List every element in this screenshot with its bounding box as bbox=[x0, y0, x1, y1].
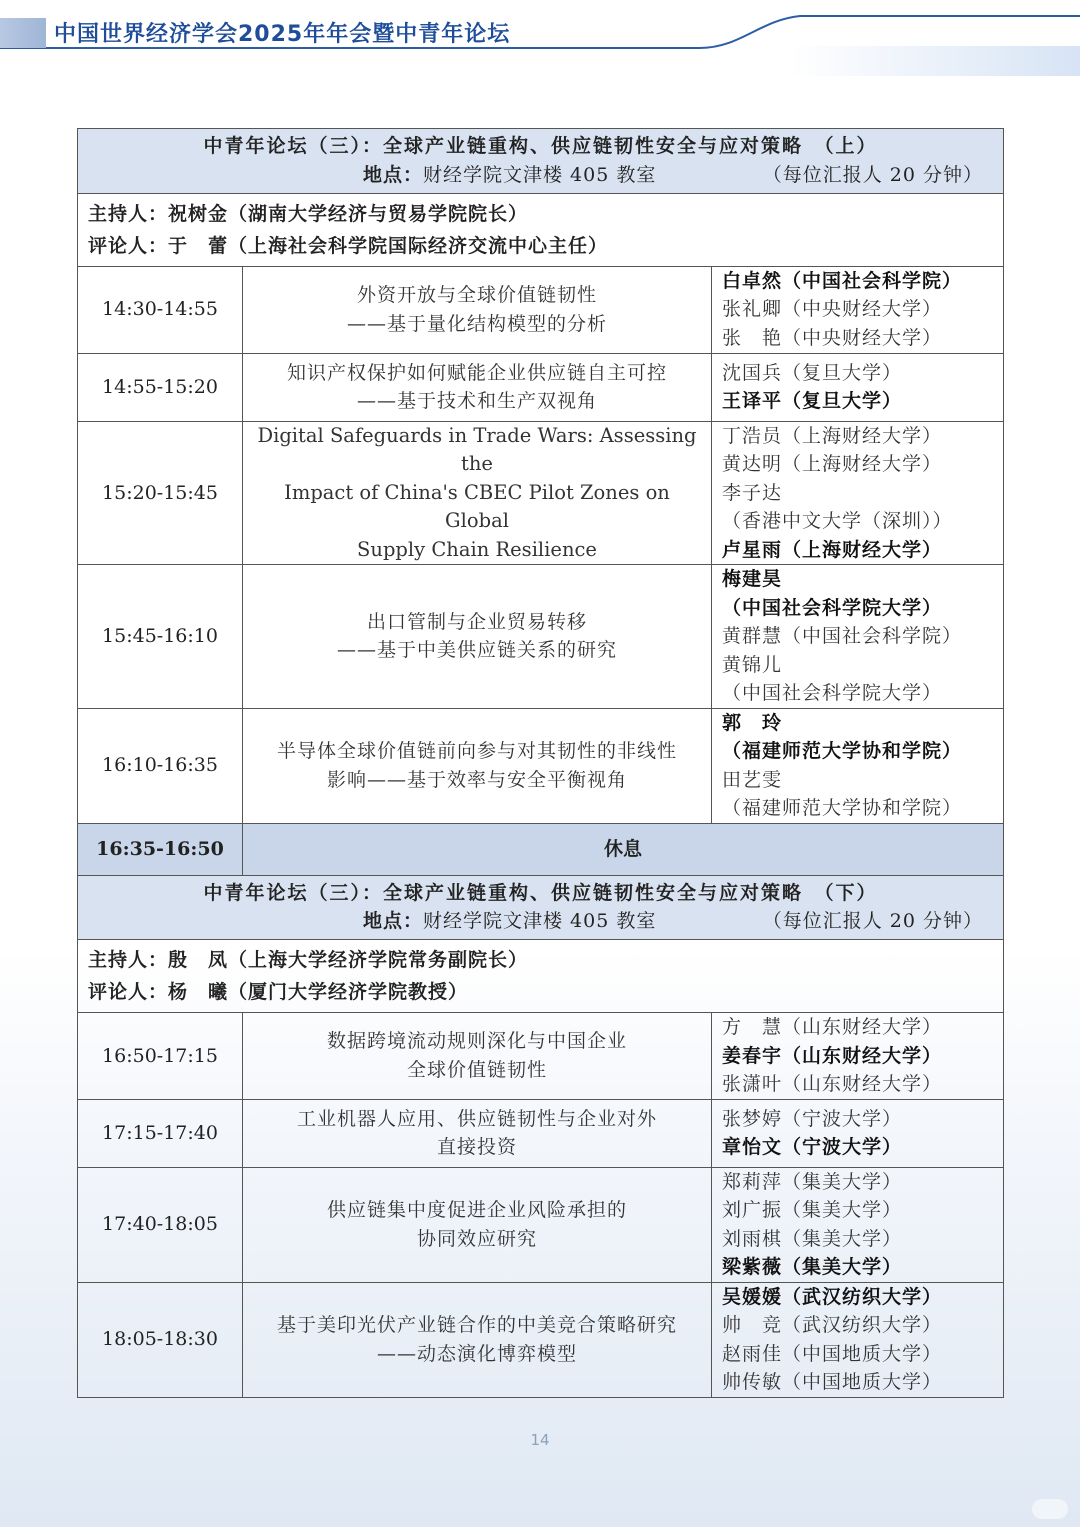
presentation-row bbox=[78, 353, 1004, 421]
author-affiliation: （宁波大学） bbox=[782, 1136, 903, 1158]
author-line bbox=[722, 422, 993, 451]
session-hosts-row bbox=[78, 193, 1004, 266]
author-affiliation: （山东财经大学） bbox=[782, 1073, 943, 1095]
author-affiliation: （上海财经大学） bbox=[782, 538, 943, 561]
paper-title-line: 直接投资 bbox=[436, 1136, 517, 1158]
author-line bbox=[722, 1368, 993, 1397]
paper-title-line: Impact of China's CBEC Pilot Zones on Global bbox=[284, 480, 670, 532]
speaker-duration: （每位汇报人 20 分钟） bbox=[762, 910, 984, 932]
author-name: 梅建昊 bbox=[722, 568, 783, 590]
break-time: 16:35-16:50 bbox=[78, 823, 243, 875]
author-line bbox=[722, 1283, 993, 1312]
author-line bbox=[722, 1311, 993, 1340]
schedule-table bbox=[77, 128, 1004, 1398]
paper-title-line: 影响——基于效率与安全平衡视角 bbox=[326, 768, 627, 791]
session-meta bbox=[78, 161, 1003, 193]
author-affiliation: （中国地质大学） bbox=[782, 1371, 943, 1393]
paper-title-line: ——基于技术和生产双视角 bbox=[356, 390, 597, 412]
author-name: 张 艳 bbox=[722, 326, 783, 349]
author-name: 吴媛媛 bbox=[722, 1285, 783, 1308]
session-meta bbox=[78, 907, 1003, 939]
author-name: 赵雨佳 bbox=[722, 1342, 783, 1365]
time-slot: 14:30-14:55 bbox=[78, 266, 243, 353]
author-name: 田艺雯 bbox=[722, 768, 783, 791]
authors-cell bbox=[712, 1167, 1004, 1282]
author-line bbox=[722, 295, 993, 324]
paper-title bbox=[243, 1167, 712, 1282]
authors-cell bbox=[712, 1013, 1004, 1100]
author-name: 丁浩员 bbox=[722, 424, 783, 447]
paper-title bbox=[243, 1282, 712, 1397]
author-line bbox=[722, 565, 993, 594]
author-line bbox=[722, 479, 993, 508]
paper-title bbox=[243, 565, 712, 709]
author-name: 帅传敏 bbox=[722, 1371, 783, 1393]
author-line bbox=[722, 387, 993, 416]
paper-title-line: ——动态演化博弈模型 bbox=[376, 1342, 577, 1365]
author-line bbox=[722, 1253, 993, 1282]
author-line bbox=[722, 679, 993, 708]
session-host: 主持人：殷 凤（上海大学经济学院常务副院长） bbox=[88, 949, 529, 971]
author-affiliation: （集美大学） bbox=[782, 1256, 903, 1278]
paper-title bbox=[243, 421, 712, 565]
author-name: 郑莉萍 bbox=[722, 1170, 783, 1193]
header-accent-block bbox=[0, 18, 46, 48]
author-line bbox=[722, 709, 993, 738]
session-header bbox=[78, 129, 1004, 194]
author-affiliation: （宁波大学） bbox=[782, 1107, 903, 1130]
time-slot: 16:10-16:35 bbox=[78, 708, 243, 823]
presentation-row bbox=[78, 266, 1004, 353]
authors-cell bbox=[712, 708, 1004, 823]
author-line bbox=[722, 794, 993, 823]
authors-cell bbox=[712, 266, 1004, 353]
paper-title-line: 全球价值链韧性 bbox=[406, 1058, 547, 1081]
author-affiliation: （集美大学） bbox=[782, 1170, 903, 1193]
authors-cell bbox=[712, 1099, 1004, 1167]
author-name: 刘广振 bbox=[722, 1199, 783, 1221]
speaker-duration: （每位汇报人 20 分钟） bbox=[762, 163, 984, 186]
authors-cell bbox=[712, 1282, 1004, 1397]
session-discussant: 评论人：于 蕾（上海社会科学院国际经济交流中心主任） bbox=[88, 234, 609, 257]
session-header bbox=[78, 875, 1004, 940]
presentation-row bbox=[78, 1013, 1004, 1100]
header-title: 中国世界经济学会2025年年会暨中青年论坛 bbox=[54, 22, 511, 47]
author-line bbox=[722, 324, 993, 353]
paper-title-line: 出口管制与企业贸易转移 bbox=[366, 610, 587, 633]
author-name: 方 慧 bbox=[722, 1016, 783, 1038]
presentation-row bbox=[78, 565, 1004, 709]
break-row bbox=[78, 823, 1004, 875]
author-line bbox=[722, 766, 993, 795]
author-affiliation: （武汉纺织大学） bbox=[782, 1285, 943, 1308]
author-line bbox=[722, 622, 993, 651]
time-slot: 16:50-17:15 bbox=[78, 1013, 243, 1100]
session-title: 中青年论坛（三）：全球产业链重构、供应链韧性安全与应对策略 （下） bbox=[203, 881, 878, 904]
location-value: 财经学院文津楼 405 教室 bbox=[423, 163, 657, 186]
author-name: 郭 玲 bbox=[722, 711, 783, 734]
presentation-row bbox=[78, 1099, 1004, 1167]
presentation-row bbox=[78, 421, 1004, 565]
author-name: 黄群慧 bbox=[722, 625, 783, 647]
author-name: 张礼卿 bbox=[722, 298, 783, 321]
author-line bbox=[722, 450, 993, 479]
session-location bbox=[363, 907, 656, 936]
author-affiliation: （福建师范大学协和学院） bbox=[722, 740, 963, 762]
session-title: 中青年论坛（三）：全球产业链重构、供应链韧性安全与应对策略 （上） bbox=[203, 135, 878, 157]
time-slot: 17:15-17:40 bbox=[78, 1099, 243, 1167]
author-affiliation: （中国地质大学） bbox=[782, 1342, 943, 1365]
author-affiliation: （上海财经大学） bbox=[782, 424, 943, 447]
author-affiliation: （武汉纺织大学） bbox=[782, 1314, 943, 1336]
author-affiliation: （复旦大学） bbox=[782, 390, 903, 412]
author-line bbox=[722, 1168, 993, 1197]
author-affiliation: （中国社会科学院大学） bbox=[722, 596, 943, 619]
location-label: 地点： bbox=[363, 163, 424, 186]
author-name: 刘雨棋 bbox=[722, 1227, 783, 1250]
author-affiliation: （中国社会科学院） bbox=[782, 269, 963, 292]
session-host: 主持人：祝树金（湖南大学经济与贸易学院院长） bbox=[88, 202, 529, 225]
author-name: 姜春宇 bbox=[722, 1044, 783, 1067]
location-label: 地点： bbox=[363, 910, 424, 932]
session-header-row bbox=[78, 129, 1004, 194]
author-line bbox=[722, 267, 993, 296]
paper-title-line: 工业机器人应用、供应链韧性与企业对外 bbox=[296, 1107, 657, 1130]
break-label: 休息 bbox=[243, 823, 1004, 875]
author-name: 沈国兵 bbox=[722, 361, 783, 384]
author-affiliation: （福建师范大学协和学院） bbox=[722, 797, 963, 819]
author-line bbox=[722, 737, 993, 766]
paper-title-line: Supply Chain Resilience bbox=[357, 537, 597, 561]
session-hosts-row bbox=[78, 940, 1004, 1013]
author-line bbox=[722, 536, 993, 565]
presentation-row bbox=[78, 708, 1004, 823]
time-slot: 14:55-15:20 bbox=[78, 353, 243, 421]
author-affiliation: （香港中文大学（深圳）） bbox=[722, 510, 953, 532]
watermark bbox=[1032, 1499, 1068, 1519]
author-line bbox=[722, 507, 993, 536]
authors-cell bbox=[712, 421, 1004, 565]
author-name: 张梦婷 bbox=[722, 1107, 783, 1130]
paper-title-line: 数据跨境流动规则深化与中国企业 bbox=[326, 1030, 627, 1053]
author-line bbox=[722, 651, 993, 680]
time-slot: 18:05-18:30 bbox=[78, 1282, 243, 1397]
author-line bbox=[722, 1042, 993, 1071]
author-line bbox=[722, 1225, 993, 1254]
paper-title bbox=[243, 1099, 712, 1167]
paper-title bbox=[243, 266, 712, 353]
paper-title-line: 供应链集中度促进企业风险承担的 bbox=[326, 1199, 627, 1221]
author-affiliation: （中央财经大学） bbox=[782, 326, 943, 349]
author-name: 黄锦儿 bbox=[722, 653, 783, 676]
author-line bbox=[722, 1133, 993, 1162]
author-affiliation: （中央财经大学） bbox=[782, 298, 943, 321]
authors-cell bbox=[712, 353, 1004, 421]
paper-title-line: ——基于中美供应链关系的研究 bbox=[336, 639, 617, 662]
author-line bbox=[722, 594, 993, 623]
author-name: 王译平 bbox=[722, 390, 783, 412]
author-name: 卢星雨 bbox=[722, 538, 783, 561]
author-line bbox=[722, 1013, 993, 1042]
paper-title-line: 基于美印光伏产业链合作的中美竞合策略研究 bbox=[276, 1314, 677, 1336]
paper-title bbox=[243, 708, 712, 823]
paper-title-line: 协同效应研究 bbox=[416, 1227, 537, 1250]
page-header bbox=[0, 0, 1080, 80]
author-affiliation: （复旦大学） bbox=[782, 361, 903, 384]
author-name: 帅 竞 bbox=[722, 1314, 783, 1336]
author-affiliation: （集美大学） bbox=[782, 1199, 903, 1221]
page-number: 14 bbox=[530, 1431, 550, 1449]
authors-cell bbox=[712, 565, 1004, 709]
author-name: 梁紫薇 bbox=[722, 1256, 783, 1278]
author-affiliation: （上海财经大学） bbox=[782, 453, 943, 475]
author-name: 李子达 bbox=[722, 481, 783, 504]
paper-title-line: ——基于量化结构模型的分析 bbox=[346, 312, 607, 335]
author-affiliation: （中国社会科学院大学） bbox=[722, 682, 943, 704]
time-slot: 15:20-15:45 bbox=[78, 421, 243, 565]
header-gradient-band bbox=[790, 46, 1080, 76]
author-affiliation: （山东财经大学） bbox=[782, 1016, 943, 1038]
session-hosts bbox=[78, 193, 1004, 266]
session-hosts bbox=[78, 940, 1004, 1013]
paper-title-line: Digital Safeguards in Trade Wars: Assessing the bbox=[257, 423, 697, 475]
author-line bbox=[722, 1070, 993, 1099]
author-affiliation: （集美大学） bbox=[782, 1227, 903, 1250]
author-line bbox=[722, 1340, 993, 1369]
session-header-row bbox=[78, 875, 1004, 940]
presentation-row bbox=[78, 1282, 1004, 1397]
author-name: 黄达明 bbox=[722, 453, 783, 475]
author-name: 章怡文 bbox=[722, 1136, 783, 1158]
author-line bbox=[722, 359, 993, 388]
paper-title-line: 知识产权保护如何赋能企业供应链自主可控 bbox=[286, 361, 667, 384]
paper-title-line: 半导体全球价值链前向参与对其韧性的非线性 bbox=[276, 740, 677, 762]
time-slot: 15:45-16:10 bbox=[78, 565, 243, 709]
author-line bbox=[722, 1105, 993, 1134]
author-name: 白卓然 bbox=[722, 269, 783, 292]
paper-title bbox=[243, 353, 712, 421]
author-name: 张潇叶 bbox=[722, 1073, 783, 1095]
paper-title-line: 外资开放与全球价值链韧性 bbox=[356, 284, 597, 306]
author-affiliation: （中国社会科学院） bbox=[782, 625, 963, 647]
location-value: 财经学院文津楼 405 教室 bbox=[423, 910, 657, 932]
session-location bbox=[363, 161, 656, 190]
presentation-row bbox=[78, 1167, 1004, 1282]
time-slot: 17:40-18:05 bbox=[78, 1167, 243, 1282]
paper-title bbox=[243, 1013, 712, 1100]
author-line bbox=[722, 1196, 993, 1225]
session-discussant: 评论人：杨 曦（厦门大学经济学院教授） bbox=[88, 981, 469, 1003]
author-affiliation: （山东财经大学） bbox=[782, 1044, 943, 1067]
